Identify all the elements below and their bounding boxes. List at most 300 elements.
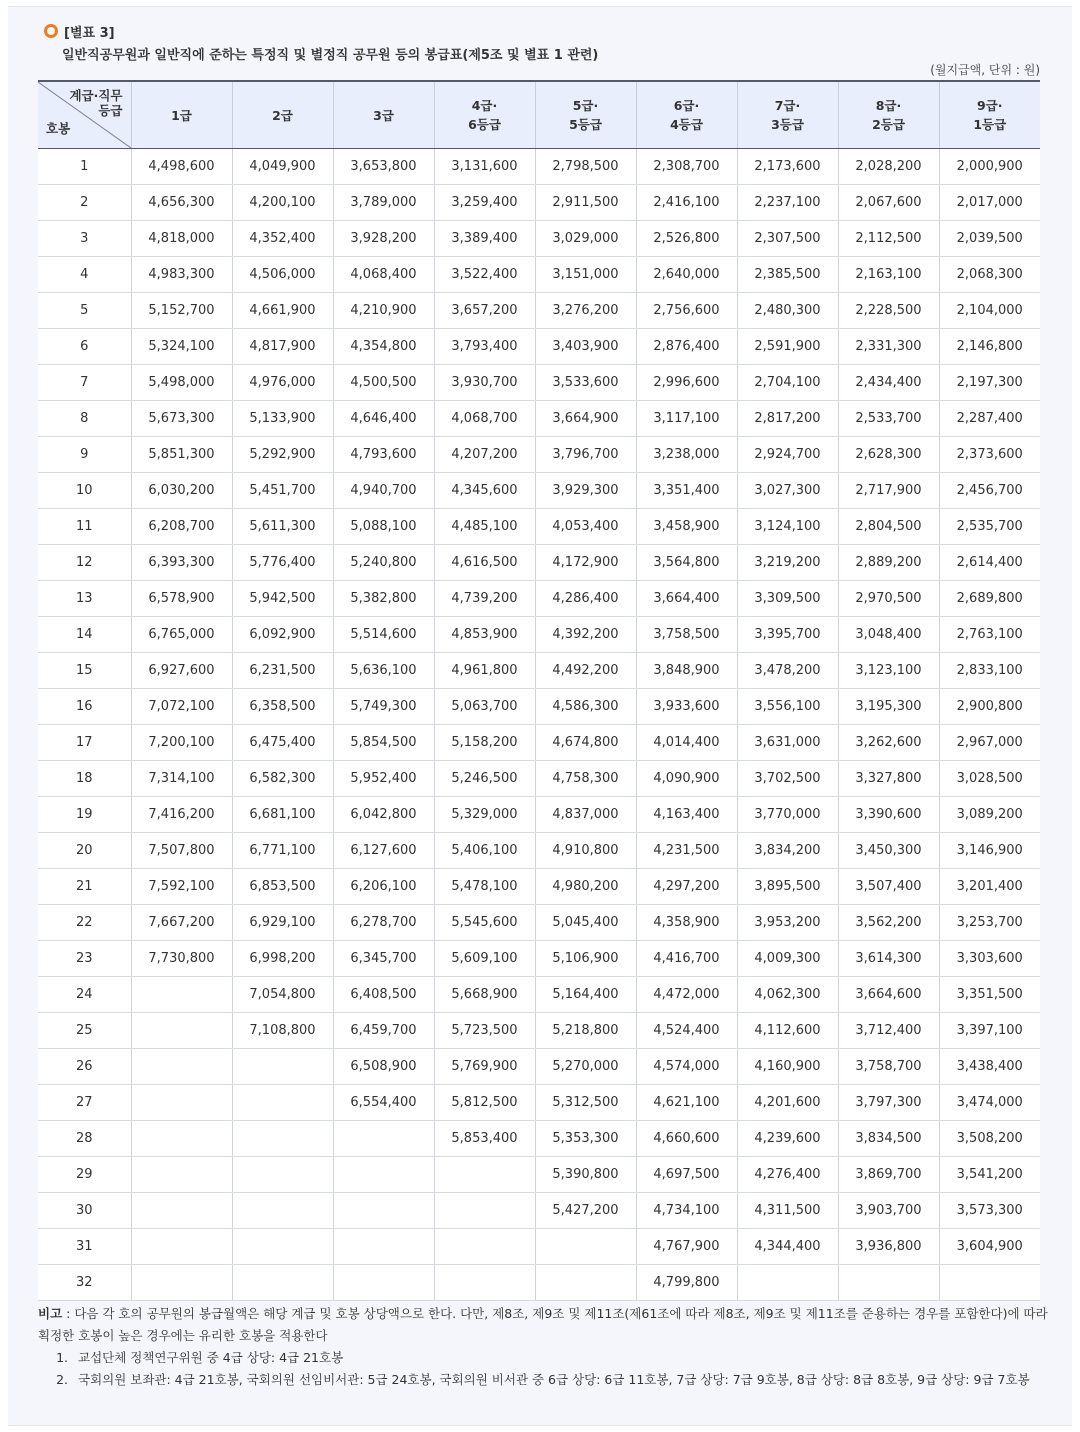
step-cell: 18 [38,761,131,797]
column-header: 6급· 4등급 [636,81,737,149]
salary-cell: 4,358,900 [636,905,737,941]
salary-cell: 4,976,000 [232,365,333,401]
table-row [38,581,1040,617]
salary-cell: 3,259,400 [434,185,535,221]
salary-cell: 5,942,500 [232,581,333,617]
step-cell: 14 [38,617,131,653]
table-row [38,761,1040,797]
step-cell: 9 [38,437,131,473]
salary-cell: 6,475,400 [232,725,333,761]
table-row [38,1013,1040,1049]
salary-cell [232,1157,333,1193]
salary-cell: 7,200,100 [131,725,232,761]
salary-cell [434,1157,535,1193]
salary-cell: 2,591,900 [737,329,838,365]
table-row [38,1193,1040,1229]
salary-cell: 3,131,600 [434,149,535,185]
salary-cell: 5,636,100 [333,653,434,689]
salary-cell [232,1193,333,1229]
salary-cell: 7,507,800 [131,833,232,869]
salary-cell: 4,661,900 [232,293,333,329]
unit-note: (월지급액, 단위 : 원) [930,63,1040,77]
salary-cell: 3,474,000 [939,1085,1040,1121]
salary-cell: 6,358,500 [232,689,333,725]
salary-cell: 4,793,600 [333,437,434,473]
step-cell: 19 [38,797,131,833]
salary-cell: 5,749,300 [333,689,434,725]
salary-cell: 3,936,800 [838,1229,939,1265]
salary-cell: 6,927,600 [131,653,232,689]
salary-cell: 4,239,600 [737,1121,838,1157]
salary-cell: 2,996,600 [636,365,737,401]
salary-cell: 5,851,300 [131,437,232,473]
salary-cell: 4,656,300 [131,185,232,221]
column-header: 1급 [131,81,232,149]
salary-cell: 4,207,200 [434,437,535,473]
salary-cell: 4,014,400 [636,725,737,761]
salary-cell: 3,029,000 [535,221,636,257]
salary-cell [131,977,232,1013]
column-header: 4급· 6등급 [434,81,535,149]
table-row [38,905,1040,941]
salary-cell: 3,219,200 [737,545,838,581]
salary-cell: 5,246,500 [434,761,535,797]
salary-cell: 3,195,300 [838,689,939,725]
salary-cell: 3,438,400 [939,1049,1040,1085]
salary-cell: 2,197,300 [939,365,1040,401]
salary-cell: 4,344,400 [737,1229,838,1265]
salary-cell [737,1265,838,1301]
salary-cell: 6,508,900 [333,1049,434,1085]
salary-cell: 4,646,400 [333,401,434,437]
salary-cell: 6,681,100 [232,797,333,833]
salary-cell: 5,498,000 [131,365,232,401]
salary-cell: 5,853,400 [434,1121,535,1157]
salary-cell: 2,112,500 [838,221,939,257]
salary-cell: 6,929,100 [232,905,333,941]
salary-cell: 7,054,800 [232,977,333,1013]
salary-cell: 4,498,600 [131,149,232,185]
salary-cell [434,1193,535,1229]
salary-cell: 6,208,700 [131,509,232,545]
step-cell: 21 [38,869,131,905]
table-row [38,437,1040,473]
salary-cell: 3,929,300 [535,473,636,509]
step-cell: 4 [38,257,131,293]
salary-cell: 2,237,100 [737,185,838,221]
salary-cell: 3,834,200 [737,833,838,869]
salary-cell: 2,967,000 [939,725,1040,761]
salary-cell: 3,397,100 [939,1013,1040,1049]
salary-cell: 3,201,400 [939,869,1040,905]
table-row [38,545,1040,581]
salary-cell [333,1265,434,1301]
salary-cell: 5,152,700 [131,293,232,329]
salary-cell: 3,028,500 [939,761,1040,797]
salary-cell: 4,049,900 [232,149,333,185]
salary-cell [232,1121,333,1157]
salary-cell: 2,308,700 [636,149,737,185]
salary-cell: 3,564,800 [636,545,737,581]
salary-cell: 3,903,700 [838,1193,939,1229]
salary-cell: 5,769,900 [434,1049,535,1085]
step-cell: 8 [38,401,131,437]
salary-cell [333,1121,434,1157]
salary-cell: 2,526,800 [636,221,737,257]
salary-cell: 5,353,300 [535,1121,636,1157]
salary-cell: 2,028,200 [838,149,939,185]
salary-cell [434,1229,535,1265]
salary-cell: 3,389,400 [434,221,535,257]
salary-cell: 4,160,900 [737,1049,838,1085]
salary-cell [838,1265,939,1301]
salary-cell: 4,574,000 [636,1049,737,1085]
salary-cell: 3,556,100 [737,689,838,725]
table-row [38,149,1040,185]
salary-cell: 5,451,700 [232,473,333,509]
salary-cell [232,1265,333,1301]
salary-cell: 2,456,700 [939,473,1040,509]
notes-item: 2. 국회의원 보좌관: 4급 21호봉, 국회의원 선임비서관: 5급 24호봉, 국회의원 비서관 중 6급 상당: 6급 11호봉, 7급 상당: 7급 9호봉, 8급 상당: 8급 8호봉, 9급 상당: 9급 7호봉 [72,1369,1048,1391]
salary-cell: 4,506,000 [232,257,333,293]
step-axis-label: 호봉 [46,121,71,136]
salary-cell: 3,117,100 [636,401,737,437]
salary-cell: 2,373,600 [939,437,1040,473]
salary-cell [535,1229,636,1265]
salary-cell: 4,311,500 [737,1193,838,1229]
table-row [38,977,1040,1013]
salary-cell: 5,045,400 [535,905,636,941]
page-title: 일반직공무원과 일반직에 준하는 특정직 및 별정직 공무원 등의 봉급표(제5조 및 별표 1 관련) [62,48,599,63]
salary-cell [131,1265,232,1301]
salary-cell: 4,163,400 [636,797,737,833]
salary-cell: 4,354,800 [333,329,434,365]
step-cell: 2 [38,185,131,221]
salary-cell: 4,200,100 [232,185,333,221]
salary-cell: 5,292,900 [232,437,333,473]
salary-cell: 4,492,200 [535,653,636,689]
salary-cell [232,1049,333,1085]
salary-cell: 4,485,100 [434,509,535,545]
step-cell: 20 [38,833,131,869]
salary-cell: 4,090,900 [636,761,737,797]
salary-cell: 4,345,600 [434,473,535,509]
salary-cell [131,1121,232,1157]
salary-cell: 3,664,600 [838,977,939,1013]
table-row [38,401,1040,437]
salary-cell: 5,240,800 [333,545,434,581]
salary-cell: 4,276,400 [737,1157,838,1193]
salary-cell: 2,817,200 [737,401,838,437]
salary-cell: 2,876,400 [636,329,737,365]
step-cell: 26 [38,1049,131,1085]
salary-cell: 4,068,400 [333,257,434,293]
appendix-label [44,22,598,40]
salary-cell: 5,952,400 [333,761,434,797]
salary-cell: 3,151,000 [535,257,636,293]
step-cell: 15 [38,653,131,689]
salary-cell [131,1049,232,1085]
salary-cell: 2,307,500 [737,221,838,257]
table-row [38,653,1040,689]
salary-cell: 7,667,200 [131,905,232,941]
salary-cell: 5,390,800 [535,1157,636,1193]
salary-cell: 4,983,300 [131,257,232,293]
salary-cell: 5,324,100 [131,329,232,365]
notes-label: 비고 [38,1306,63,1321]
corner-header-cell [38,81,131,149]
salary-cell: 5,133,900 [232,401,333,437]
table-row [38,797,1040,833]
salary-cell: 3,533,600 [535,365,636,401]
salary-cell: 7,730,800 [131,941,232,977]
table-row [38,185,1040,221]
salary-cell: 3,303,600 [939,941,1040,977]
step-cell: 3 [38,221,131,257]
salary-cell: 3,664,900 [535,401,636,437]
salary-cell: 4,799,800 [636,1265,737,1301]
salary-cell: 3,089,200 [939,797,1040,833]
step-cell: 24 [38,977,131,1013]
salary-cell: 2,533,700 [838,401,939,437]
salary-cell: 2,970,500 [838,581,939,617]
notes-text: : 다음 각 호의 공무원의 봉급월액은 해당 계급 및 호봉 상당액으로 한다. 다만, 제8조, 제9조 및 제11조(제61조에 따라 제8조, 제9조 및 제11조를 준용하는 경우를 포함한다)에 따라 획정한 호봉이 높은 경우에는 유리한 호봉을 적용한다 [38,1306,1048,1343]
salary-cell: 3,262,600 [838,725,939,761]
column-header: 2급 [232,81,333,149]
salary-cell: 4,818,000 [131,221,232,257]
step-cell: 6 [38,329,131,365]
salary-cell: 4,853,900 [434,617,535,653]
table-row [38,725,1040,761]
notes-section [38,1303,1048,1391]
salary-cell [333,1229,434,1265]
salary-cell: 6,459,700 [333,1013,434,1049]
salary-cell: 4,352,400 [232,221,333,257]
notes-list [38,1347,1048,1391]
salary-cell: 5,106,900 [535,941,636,977]
notes-paragraph [38,1303,1048,1347]
salary-cell: 7,072,100 [131,689,232,725]
salary-cell: 3,758,500 [636,617,737,653]
salary-cell [131,1013,232,1049]
salary-cell: 4,586,300 [535,689,636,725]
salary-cell: 5,088,100 [333,509,434,545]
column-header: 8급· 2등급 [838,81,939,149]
salary-cell: 6,578,900 [131,581,232,617]
salary-cell: 2,068,300 [939,257,1040,293]
salary-cell: 3,930,700 [434,365,535,401]
salary-cell: 4,286,400 [535,581,636,617]
salary-cell: 3,327,800 [838,761,939,797]
salary-cell: 2,163,100 [838,257,939,293]
salary-cell: 6,345,700 [333,941,434,977]
table-body [38,149,1040,1301]
salary-cell: 3,309,500 [737,581,838,617]
salary-cell: 2,000,900 [939,149,1040,185]
column-header: 3급 [333,81,434,149]
salary-cell: 2,628,300 [838,437,939,473]
salary-cell: 4,524,400 [636,1013,737,1049]
salary-cell: 5,063,700 [434,689,535,725]
salary-cell: 2,173,600 [737,149,838,185]
salary-cell: 3,403,900 [535,329,636,365]
salary-cell: 5,609,100 [434,941,535,977]
salary-cell: 3,933,600 [636,689,737,725]
salary-cell: 5,427,200 [535,1193,636,1229]
salary-cell [131,1229,232,1265]
salary-cell: 3,450,300 [838,833,939,869]
salary-cell: 3,928,200 [333,221,434,257]
step-cell: 30 [38,1193,131,1229]
header-row [38,81,1040,149]
salary-cell: 5,776,400 [232,545,333,581]
salary-cell: 2,804,500 [838,509,939,545]
salary-cell: 4,674,800 [535,725,636,761]
salary-cell [131,1157,232,1193]
salary-cell: 4,500,500 [333,365,434,401]
salary-cell: 3,869,700 [838,1157,939,1193]
salary-cell: 6,554,400 [333,1085,434,1121]
salary-cell: 6,030,200 [131,473,232,509]
salary-cell: 4,416,700 [636,941,737,977]
notes-item: 1. 교섭단체 정책연구위원 중 4급 상당: 4급 21호봉 [72,1347,1048,1369]
salary-cell: 2,833,100 [939,653,1040,689]
salary-cell: 5,611,300 [232,509,333,545]
salary-cell [434,1265,535,1301]
step-cell: 12 [38,545,131,581]
table-row [38,1049,1040,1085]
salary-cell: 4,201,600 [737,1085,838,1121]
salary-cell: 3,146,900 [939,833,1040,869]
salary-cell: 5,478,100 [434,869,535,905]
salary-cell: 3,953,200 [737,905,838,941]
salary-cell: 5,514,600 [333,617,434,653]
salary-cell: 4,231,500 [636,833,737,869]
salary-cell: 3,522,400 [434,257,535,293]
salary-cell: 2,614,400 [939,545,1040,581]
salary-cell: 3,508,200 [939,1121,1040,1157]
salary-cell: 4,616,500 [434,545,535,581]
salary-cell: 5,723,500 [434,1013,535,1049]
step-cell: 22 [38,905,131,941]
salary-cell: 2,146,800 [939,329,1040,365]
salary-cell [131,1085,232,1121]
ring-icon [44,24,58,38]
salary-cell [333,1193,434,1229]
table-row [38,1085,1040,1121]
salary-cell: 5,158,200 [434,725,535,761]
salary-cell [232,1085,333,1121]
salary-cell: 4,172,900 [535,545,636,581]
table-row [38,257,1040,293]
step-cell: 27 [38,1085,131,1121]
salary-cell: 4,697,500 [636,1157,737,1193]
step-cell: 10 [38,473,131,509]
step-cell: 1 [38,149,131,185]
salary-cell: 4,472,000 [636,977,737,1013]
salary-cell: 3,238,000 [636,437,737,473]
salary-cell: 3,631,000 [737,725,838,761]
title-block [44,22,598,63]
salary-cell: 2,017,000 [939,185,1040,221]
salary-cell: 2,900,800 [939,689,1040,725]
salary-cell: 4,621,100 [636,1085,737,1121]
salary-cell: 3,657,200 [434,293,535,329]
salary-cell: 2,039,500 [939,221,1040,257]
table-row [38,617,1040,653]
salary-cell: 5,329,000 [434,797,535,833]
salary-cell: 5,312,500 [535,1085,636,1121]
step-cell: 11 [38,509,131,545]
salary-cell: 4,910,800 [535,833,636,869]
salary-cell: 2,331,300 [838,329,939,365]
salary-cell: 5,218,800 [535,1013,636,1049]
salary-cell: 3,351,400 [636,473,737,509]
salary-cell: 7,108,800 [232,1013,333,1049]
salary-cell: 3,395,700 [737,617,838,653]
salary-cell: 3,702,500 [737,761,838,797]
salary-cell: 6,765,000 [131,617,232,653]
salary-cell: 4,734,100 [636,1193,737,1229]
salary-cell: 4,980,200 [535,869,636,905]
salary-cell: 4,062,300 [737,977,838,1013]
salary-cell: 2,416,100 [636,185,737,221]
step-cell: 25 [38,1013,131,1049]
salary-table [38,80,1040,1301]
salary-cell: 2,763,100 [939,617,1040,653]
salary-cell: 5,854,500 [333,725,434,761]
salary-cell: 4,739,200 [434,581,535,617]
salary-cell: 2,924,700 [737,437,838,473]
salary-cell: 2,434,400 [838,365,939,401]
salary-cell: 5,812,500 [434,1085,535,1121]
salary-cell: 2,067,600 [838,185,939,221]
grade-axis-label: 계급·직무 등급 [69,88,123,118]
salary-cell: 3,712,400 [838,1013,939,1049]
salary-cell: 5,406,100 [434,833,535,869]
salary-cell: 4,210,900 [333,293,434,329]
salary-cell: 4,112,600 [737,1013,838,1049]
salary-cell: 7,416,200 [131,797,232,833]
salary-cell: 5,673,300 [131,401,232,437]
step-cell: 13 [38,581,131,617]
salary-cell: 3,048,400 [838,617,939,653]
salary-cell [939,1265,1040,1301]
salary-cell: 6,127,600 [333,833,434,869]
salary-cell: 2,640,000 [636,257,737,293]
step-cell: 5 [38,293,131,329]
salary-cell: 3,653,800 [333,149,434,185]
salary-cell: 3,789,000 [333,185,434,221]
salary-cell: 2,535,700 [939,509,1040,545]
salary-cell: 3,573,300 [939,1193,1040,1229]
salary-cell: 3,541,200 [939,1157,1040,1193]
salary-cell [535,1265,636,1301]
table-row [38,1121,1040,1157]
salary-cell: 4,758,300 [535,761,636,797]
salary-cell: 3,478,200 [737,653,838,689]
salary-cell: 5,668,900 [434,977,535,1013]
salary-cell: 5,164,400 [535,977,636,1013]
table-row [38,509,1040,545]
salary-cell: 6,393,300 [131,545,232,581]
salary-cell: 4,660,600 [636,1121,737,1157]
salary-cell: 6,278,700 [333,905,434,941]
salary-cell: 3,664,400 [636,581,737,617]
salary-cell: 3,458,900 [636,509,737,545]
salary-cell: 3,507,400 [838,869,939,905]
salary-cell: 3,562,200 [838,905,939,941]
